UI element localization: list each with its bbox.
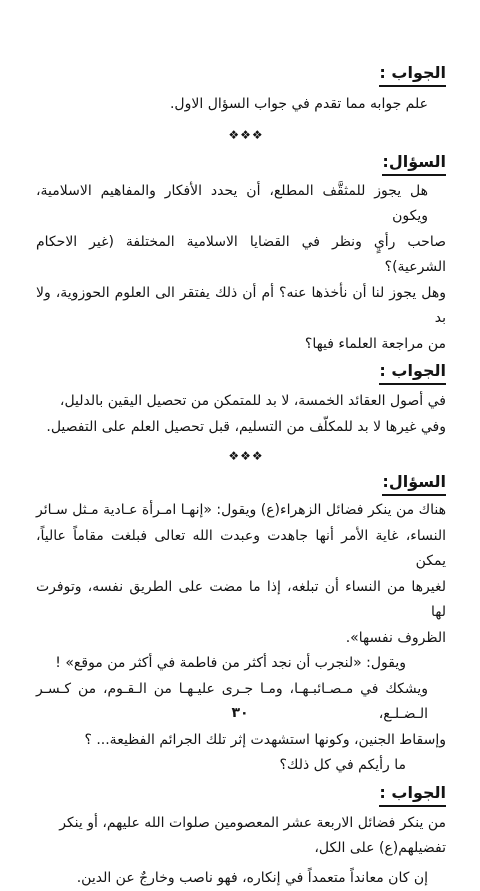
question-heading-2: السؤال: — [382, 471, 446, 496]
text-line: في أصول العقائد الخمسة، لا بد للمتمكن من تحصيل اليقين بالدليل، — [36, 389, 446, 415]
answer-heading-3: الجواب : — [379, 782, 446, 807]
text-line — [36, 498, 446, 524]
separator-ornament: ❖❖❖ — [36, 446, 446, 466]
text-line: لغيرها من النساء أن تبلغه، إذا ما مضت على الطريق نفسه، وتوفرت لها — [36, 575, 446, 626]
question-1-paragraph — [36, 179, 446, 358]
text-line: علم جوابه مما تقدم في جواب السؤال الاول. — [36, 92, 428, 118]
text-line: ويقول: «لنجرب أن نجد أكثر من فاطمة في أكثر من موقع» ! — [36, 651, 446, 677]
text-line: وهل يجوز لنا أن نأخذها عنه؟ أم أن ذلك يفتقر الى العلوم الحوزوية، ولا بد — [36, 281, 446, 332]
text-line: وفي غيرها لا بد للمكلّف من التسليم، قبل تحصيل العلم على التفصيل. — [36, 415, 446, 441]
text-line-part: هناك من ينكر فضائل الزهراء(ع) ويقول: «إنهـا امـرأة عـادية مـثل سـائر — [36, 502, 446, 518]
page-number: ٣٠ — [0, 705, 480, 721]
text-line: وإسقاط الجنين، وكونها استشهدت إثر تلك الجرائم الفظيعة... ؟ — [36, 728, 446, 754]
text-line: تفضيلهم(ع) على الكل، — [36, 836, 446, 862]
question-2-paragraph — [36, 498, 446, 779]
question-heading-1: السؤال: — [382, 151, 446, 176]
text-line: إن كان معانداً متعمداً في إنكاره، فهو ناصب وخارجٌ عن الدين. — [36, 866, 446, 891]
text-line: ويشكك في مـصـائبـهـا، ومـا جـرى عليـهـا من الـقـوم، من كـسـر الـضـلـع، — [36, 677, 446, 728]
separator-ornament: ❖❖❖ — [36, 125, 446, 145]
text-line: ما رأيكم في كل ذلك؟ — [36, 753, 446, 779]
answer-2-paragraph — [36, 389, 446, 440]
answer-3-paragraph — [36, 811, 446, 891]
answer-heading-2: الجواب : — [379, 360, 446, 385]
text-line: النساء، غاية الأمر أنها جاهدت وعبدت الله تعالى فبلغت مقاماً عالياً، يمكن — [36, 524, 446, 575]
text-line: من ينكر فضائل الاربعة عشر المعصومين صلوات الله عليهم، أو ينكر — [36, 811, 446, 837]
text-line: الظروف نفسها». — [36, 626, 446, 652]
text-line: من مراجعة العلماء فيها؟ — [36, 332, 446, 358]
answer-1-paragraph — [36, 92, 446, 118]
document-page — [36, 62, 446, 891]
text-line: صاحب رأيٍ ونظر في القضايا الاسلامية المختلفة (غير الاحكام الشرعية)؟ — [36, 230, 446, 281]
text-line: هل يجوز للمثقَّف المطلع، أن يحدد الأفكار والمفاهيم الاسلامية، ويكون — [36, 179, 446, 230]
answer-heading-1: الجواب : — [379, 62, 446, 87]
